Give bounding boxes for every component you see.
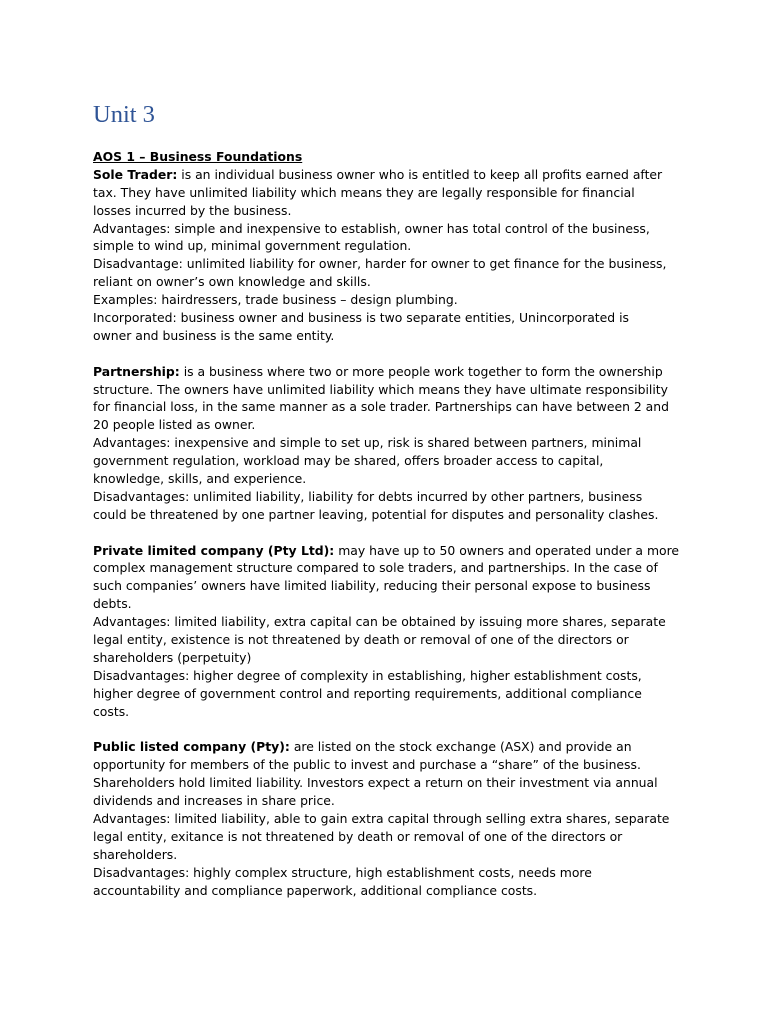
paragraph-line: costs. <box>93 703 130 719</box>
sole-trader-heading: Sole Trader: <box>93 166 178 182</box>
paragraph-line: shareholders. <box>93 846 178 862</box>
paragraph-line: Advantages: simple and inexpensive to establish, owner has total control of the business, <box>93 220 650 236</box>
paragraph-line: Advantages: limited liability, able to gain extra capital through selling extra shares, separate <box>93 810 670 826</box>
paragraph-line: simple to wind up, minimal government regulation. <box>93 238 412 254</box>
paragraph-line: Advantages: limited liability, extra capital can be obtained by issuing more shares, separate <box>93 614 666 630</box>
paragraph-line: Partnership: is a business where two or more people work together to form the ownership <box>93 363 663 379</box>
paragraph-line: Disadvantages: highly complex structure, high establishment costs, needs more <box>93 864 592 880</box>
private-company-heading: Private limited company (Pty Ltd): <box>93 542 335 558</box>
paragraph-line: opportunity for members of the public to invest and purchase a “share” of the business. <box>93 757 641 773</box>
paragraph-line: Disadvantages: higher degree of complexity in establishing, higher establishment costs, <box>93 667 642 683</box>
paragraph-line: losses incurred by the business. <box>93 202 292 218</box>
paragraph-line: complex management structure compared to sole traders, and partnerships. In the case of <box>93 560 658 576</box>
paragraph-line: Sole Trader: is an individual business owner who is entitled to keep all profits earned after <box>93 166 663 182</box>
public-company-heading: Public listed company (Pty): <box>93 739 290 755</box>
paragraph-spacer <box>93 345 683 363</box>
paragraph-line: shareholders (perpetuity) <box>93 649 252 665</box>
public-company-paragraph <box>93 738 683 899</box>
paragraph-line: 20 people listed as owner. <box>93 417 256 433</box>
paragraph-spacer <box>93 721 683 739</box>
page-title: Unit 3 <box>93 101 155 128</box>
paragraph-line: Examples: hairdressers, trade business – design plumbing. <box>93 292 458 308</box>
partnership-paragraph <box>93 363 683 524</box>
paragraph-line: legal entity, existence is not threatened by death or removal of one of the directors or <box>93 632 629 648</box>
paragraph-line: Incorporated: business owner and business is two separate entities, Unincorporated is <box>93 310 629 326</box>
sole-trader-paragraph <box>93 166 683 345</box>
paragraph-line: knowledge, skills, and experience. <box>93 471 307 487</box>
paragraph-line: Disadvantage: unlimited liability for owner, harder for owner to get finance for the business, <box>93 256 667 272</box>
paragraph-line: dividends and increases in share price. <box>93 793 335 809</box>
paragraph-line: higher degree of government control and reporting requirements, additional compliance <box>93 685 642 701</box>
paragraph-line: accountability and compliance paperwork, additional compliance costs. <box>93 882 538 898</box>
paragraph-line: owner and business is the same entity. <box>93 327 335 343</box>
section-heading: AOS 1 – Business Foundations <box>93 149 303 164</box>
paragraph-line: Public listed company (Pty): are listed on the stock exchange (ASX) and provide an <box>93 739 632 755</box>
paragraph-line: such companies’ owners have limited liability, reducing their personal expose to business <box>93 578 651 594</box>
paragraph-line: structure. The owners have unlimited liability which means they have ultimate responsibility <box>93 381 668 397</box>
paragraph-line: Shareholders hold limited liability. Investors expect a return on their investment via annual <box>93 775 658 791</box>
paragraph-line: legal entity, exitance is not threatened by death or removal of one of the directors or <box>93 828 623 844</box>
private-company-paragraph <box>93 542 683 721</box>
paragraph-line: debts. <box>93 596 132 612</box>
paragraph-line: could be threatened by one partner leaving, potential for disputes and personality clashes. <box>93 506 659 522</box>
paragraph-line: Advantages: inexpensive and simple to set up, risk is shared between partners, minimal <box>93 435 642 451</box>
paragraph-line: government regulation, workload may be shared, offers broader access to capital, <box>93 453 604 469</box>
paragraph-line: Disadvantages: unlimited liability, liability for debts incurred by other partners, business <box>93 488 643 504</box>
paragraph-line: reliant on owner’s own knowledge and skills. <box>93 274 371 290</box>
paragraph-line: tax. They have unlimited liability which means they are legally responsible for financial <box>93 184 635 200</box>
paragraph-line: for financial loss, in the same manner as a sole trader. Partnerships can have between 2 and <box>93 399 669 415</box>
document-body <box>93 148 683 899</box>
partnership-heading: Partnership: <box>93 363 180 379</box>
paragraph-line: Private limited company (Pty Ltd): may have up to 50 owners and operated under a more <box>93 542 680 558</box>
paragraph-spacer <box>93 524 683 542</box>
